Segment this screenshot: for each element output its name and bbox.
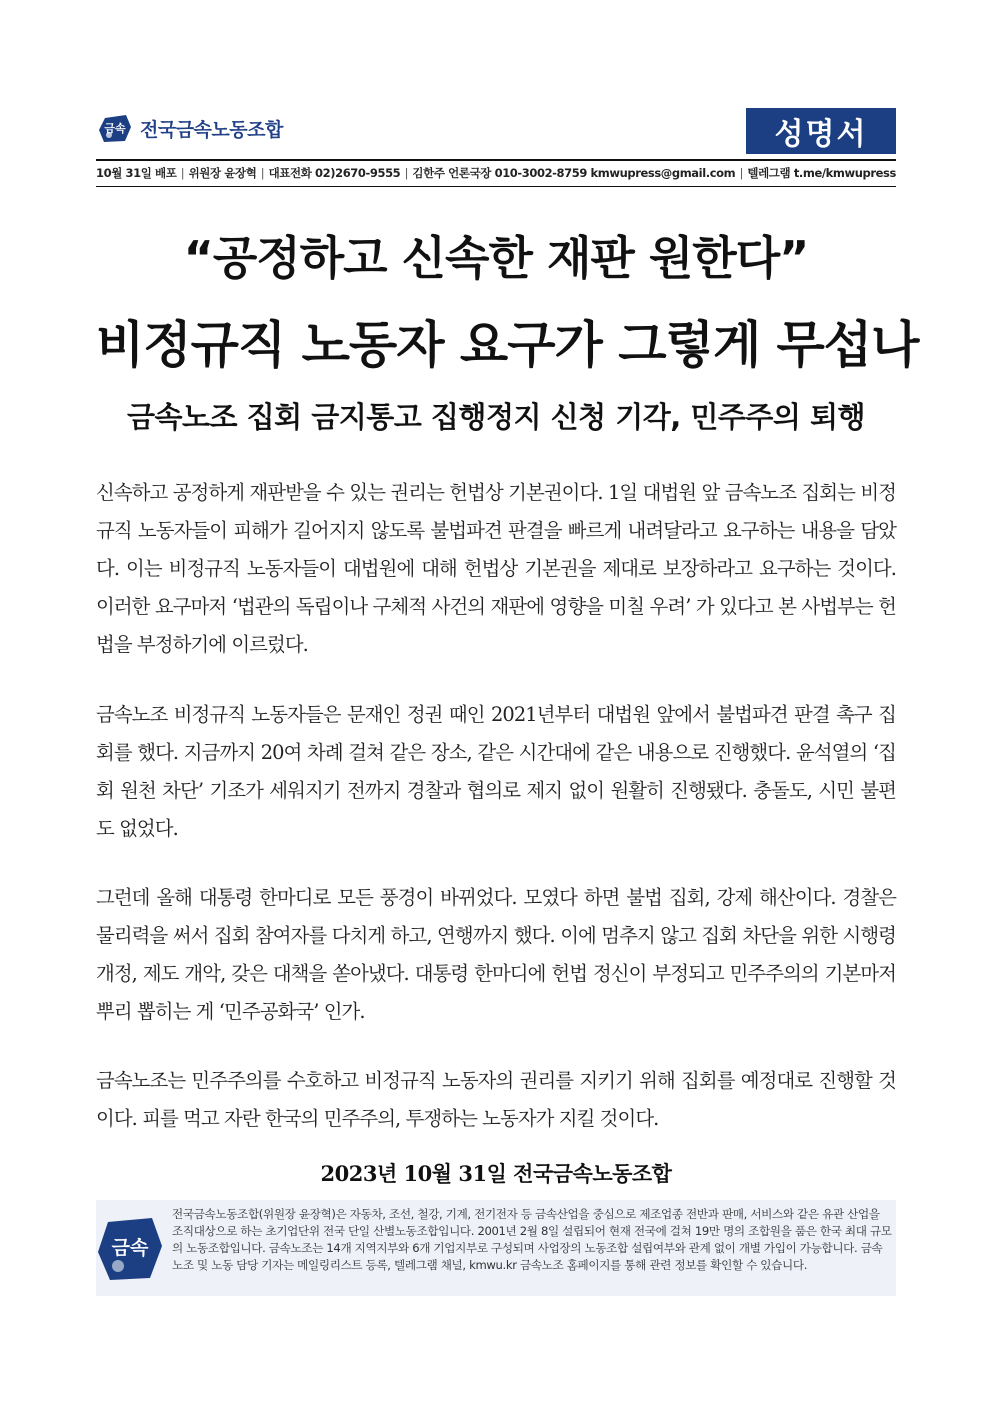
- telegram-contact: 텔레그램 t.me/kmwupress: [747, 166, 896, 180]
- body-paragraph-3: 그런데 올해 대통령 한마디로 모든 풍경이 바뀌었다. 모였다 하면 불법 집회, 강제 해산이다. 경찰은 물리력을 써서 집회 참여자를 다치게 하고, 연행까지 했다. 이에 멈추지 않고 집회 차단을 위한 시행령 개정, 제도 개악, 갖은 대책을 쏟아냈다. 대통령 한마디에 헌법 정신이 부정되고 민주주의의 기본마저 뿌리 뽑히는 게 ‘민주공화국’ 인가.: [96, 886, 896, 1023]
- signature-date-line: 2023년 10월 31일 전국금속노동조합: [320, 1161, 672, 1186]
- union-emblem-icon: [96, 1208, 164, 1288]
- body-paragraph-1: 신속하고 공정하게 재판받을 수 있는 권리는 헌법상 기본권이다. 1일 대법원 앞 금속노조 집회는 비정규직 노동자들이 피해가 길어지지 않도록 불법파견 판결을 빠르게 내려달라고 요구하는 내용을 담았다. 이는 비정규직 노동자들이 대법원에 대해 헌법상 기본권을 제대로 보장하라고 요구하는 것이다. 이러한 요구마저 ‘법관의 독립이나 구체적 사건의 재판에 영향을 미칠 우려’ 가 있다고 본 사법부는 헌법을 부정하기에 이르렀다.: [96, 481, 896, 656]
- union-emblem-icon: [96, 110, 134, 146]
- logo-glyph: 금속: [104, 122, 126, 135]
- release-date: 10월 31일 배포: [96, 166, 177, 180]
- body-paragraph-2: 금속노조 비정규직 노동자들은 문재인 정권 때인 2021년부터 대법원 앞에서 불법파견 판결 촉구 집회를 했다. 지금까지 20여 차례 걸쳐 같은 장소, 같은 시간대에 같은 내용으로 진행했다. 윤석열의 ‘집회 원천 차단’ 기조가 세워지기 전까지 경찰과 협의로 제지 없이 원활히 진행됐다. 충돌도, 시민 불편도 없었다.: [96, 703, 896, 840]
- headline-main: 비정규직 노동자 요구가 그렇게 무섭나: [96, 316, 919, 374]
- press-contact: 김한주 언론국장 010-3002-8759 kmwupress@gmail.com: [412, 166, 736, 180]
- chair-name: 위원장 윤장혁: [188, 166, 257, 180]
- union-info-box: [96, 1200, 896, 1296]
- footer-logo-glyph: 금속: [111, 1237, 149, 1259]
- header-rule-top: [96, 159, 896, 161]
- header-rule-bottom: [96, 186, 896, 187]
- union-description: 전국금속노동조합(위원장 윤장혁)은 자동차, 조선, 철강, 기계, 전기전자 등 금속산업을 중심으로 제조업종 전반과 판매, 서비스와 같은 유관 산업을 조직대상으로 하는 초기업단위 전국 단일 산별노동조합입니다. 2001년 2월 8일 설립되어 현재 전국에 걸쳐 19만 명의 조합원을 품은 한국 최대 규모의 노동조합입니다. 금속노조는 14개 지역지부와 6개 기업지부로 구성되며 사업장의 노동조합 설립여부와 관계 없이 개별 가입이 가능합니다. 금속노조 및 노동 담당 기자는 메일링리스트 등록, 텔레그램 채널, kmwu.kr 금속노조 홈페이지를 통해 관련 정보를 확인할 수 있습니다.: [172, 1207, 892, 1272]
- doc-type-badge: 성명서: [746, 108, 896, 154]
- main-phone: 대표전화 02)2670-9555: [268, 166, 401, 180]
- contact-info-bar: 10월 31일 배포 | 위원장 윤장혁 | 대표전화 02)2670-9555 | 김한주 언론국장 010-3002-8759 kmwupress@gmail.com | 텔레그램 t.me/kmwupress: [96, 166, 896, 180]
- body-paragraph-4: 금속노조는 민주주의를 수호하고 비정규직 노동자의 권리를 지키기 위해 집회를 예정대로 진행할 것이다. 피를 먹고 자란 한국의 민주주의, 투쟁하는 노동자가 지킬 것이다.: [96, 1069, 896, 1130]
- union-logo: [96, 110, 283, 146]
- headline-quote: “공정하고 신속한 재판 원한다”: [183, 231, 809, 285]
- org-name: 전국금속노동조합: [140, 118, 283, 141]
- headline-subtitle: 금속노조 집회 금지통고 집행정지 신청 기각, 민주주의 퇴행: [126, 400, 866, 434]
- letterhead: [96, 108, 896, 158]
